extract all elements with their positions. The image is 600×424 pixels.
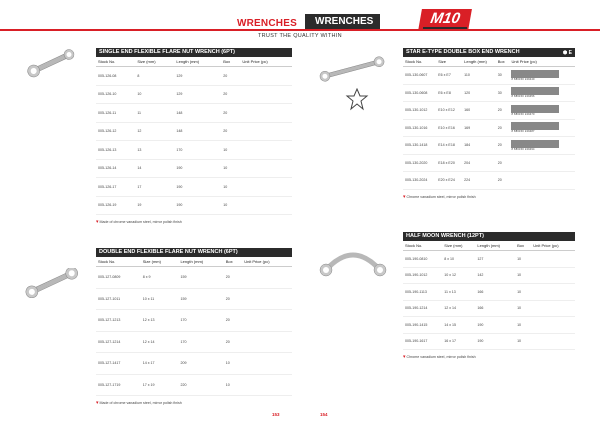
table-row bbox=[96, 288, 292, 310]
table-cell: 160 bbox=[462, 102, 496, 120]
star-profile-icon bbox=[345, 88, 369, 112]
table-cell: 005-126-10 bbox=[96, 85, 135, 104]
table-cell: 12 x 14 bbox=[442, 300, 475, 317]
table-cell: 10 bbox=[224, 353, 242, 375]
table-cell: 209 bbox=[178, 353, 223, 375]
table-cell: 142 bbox=[475, 267, 515, 284]
table-cell bbox=[240, 159, 292, 178]
table-cell: 190 bbox=[475, 317, 515, 334]
half-moon-wrench-image bbox=[318, 240, 388, 280]
table-cell bbox=[240, 85, 292, 104]
section-note: ▾ Chrome vanadium steel, mirror polish finish bbox=[403, 193, 476, 200]
table-cell bbox=[242, 353, 292, 375]
column-header: Unit Price (pc) bbox=[509, 57, 575, 67]
barcode bbox=[511, 122, 573, 133]
table-cell: 005-127-1417 bbox=[96, 353, 141, 375]
barcode-number: 8 886150 249449 bbox=[511, 77, 535, 81]
column-header: Stock No. bbox=[96, 257, 141, 267]
table-cell: 159 bbox=[178, 288, 223, 310]
table-cell bbox=[240, 141, 292, 160]
section-note: ▾ Made of chrome vanadium steel, mirror polish finish bbox=[96, 219, 182, 225]
table-cell: 14 x 17 bbox=[141, 353, 179, 375]
table-cell: 20 bbox=[221, 67, 240, 86]
table-cell: 110 bbox=[462, 67, 496, 85]
double-flare-section bbox=[96, 248, 292, 406]
table-cell: 10 bbox=[224, 374, 242, 396]
table-row bbox=[403, 172, 575, 190]
table-row bbox=[403, 251, 575, 268]
table-cell bbox=[509, 119, 575, 137]
table-cell: 224 bbox=[462, 172, 496, 190]
table-cell: 10 bbox=[515, 251, 531, 268]
table-row bbox=[96, 141, 292, 160]
table-cell: 16 x 17 bbox=[442, 333, 475, 350]
barcode-bars bbox=[511, 105, 559, 113]
table-cell: 10 x 12 bbox=[442, 267, 475, 284]
barcode-number: 8 886150 249470 bbox=[511, 112, 535, 116]
table-cell: 005-190-1113 bbox=[403, 284, 442, 301]
table-cell: 005-127-1214 bbox=[96, 331, 141, 353]
column-header: Size (mm) bbox=[442, 241, 475, 251]
table-cell: 10 bbox=[135, 85, 174, 104]
table-cell: 20 bbox=[221, 104, 240, 123]
table-cell bbox=[509, 154, 575, 172]
column-header: Box bbox=[515, 241, 531, 251]
column-header: Length (mm) bbox=[174, 57, 221, 67]
table-cell: 10 x 11 bbox=[141, 288, 179, 310]
table-row bbox=[96, 159, 292, 178]
table-cell: 14 x 15 bbox=[442, 317, 475, 334]
table-cell: E20 x E24 bbox=[436, 172, 462, 190]
table-cell: 129 bbox=[174, 85, 221, 104]
table-cell: 20 bbox=[496, 137, 510, 155]
table-cell bbox=[531, 251, 575, 268]
half-moon-section bbox=[403, 232, 575, 360]
table-row bbox=[96, 67, 292, 86]
table-cell: 12 bbox=[135, 122, 174, 141]
column-header: Box bbox=[224, 257, 242, 267]
table-row bbox=[96, 85, 292, 104]
table-cell: E18 x E20 bbox=[436, 154, 462, 172]
table-cell: 8 x 9 bbox=[141, 267, 179, 289]
table-cell: 005-130-1016 bbox=[403, 119, 436, 137]
table-row bbox=[403, 137, 575, 155]
table-cell: 166 bbox=[475, 284, 515, 301]
table-cell: 20 bbox=[496, 172, 510, 190]
table-cell bbox=[509, 172, 575, 190]
table-row bbox=[403, 67, 575, 85]
table-cell bbox=[242, 331, 292, 353]
table-cell: 005-130-2020 bbox=[403, 154, 436, 172]
column-header: Stock No. bbox=[96, 57, 135, 67]
table-cell: 220 bbox=[178, 374, 223, 396]
table-cell bbox=[531, 317, 575, 334]
table-cell: 005-126-11 bbox=[96, 104, 135, 123]
table-cell: 005-127-0809 bbox=[96, 267, 141, 289]
section-title: HALF MOON WRENCH (12PT) bbox=[403, 232, 575, 241]
table-cell bbox=[242, 310, 292, 332]
table-cell: 11 bbox=[135, 104, 174, 123]
barcode bbox=[511, 70, 573, 81]
table-cell: 127 bbox=[475, 251, 515, 268]
column-header: Stock No. bbox=[403, 241, 442, 251]
table-cell: 20 bbox=[224, 288, 242, 310]
table-cell: E10 x E12 bbox=[436, 102, 462, 120]
star-box-wrench-image bbox=[316, 56, 388, 82]
column-header: Box bbox=[496, 57, 510, 67]
table-cell: 005-126-13 bbox=[96, 141, 135, 160]
table-cell bbox=[242, 288, 292, 310]
table-cell: 190 bbox=[174, 178, 221, 197]
table-cell: 10 bbox=[515, 317, 531, 334]
left-page-title: WRENCHES bbox=[237, 18, 297, 29]
table-row bbox=[96, 178, 292, 197]
table-cell bbox=[242, 374, 292, 396]
barcode bbox=[511, 87, 573, 98]
table-cell: 20 bbox=[496, 154, 510, 172]
column-header: Size (mm) bbox=[141, 257, 179, 267]
table-cell: 005-126-14 bbox=[96, 159, 135, 178]
table-row bbox=[96, 196, 292, 215]
table-cell: 129 bbox=[174, 67, 221, 86]
table-cell: 005-126-19 bbox=[96, 196, 135, 215]
half-moon-table bbox=[403, 241, 575, 350]
table-cell bbox=[240, 122, 292, 141]
table-row bbox=[403, 84, 575, 102]
table-cell: 10 bbox=[221, 159, 240, 178]
table-cell: 148 bbox=[174, 104, 221, 123]
right-page-title: WRENCHES bbox=[305, 14, 380, 30]
column-header: Size (mm) bbox=[135, 57, 174, 67]
table-cell: 8 x 10 bbox=[442, 251, 475, 268]
table-cell: 170 bbox=[174, 141, 221, 160]
table-row bbox=[403, 333, 575, 350]
table-cell: E10 x E16 bbox=[436, 119, 462, 137]
table-cell: 005-126-12 bbox=[96, 122, 135, 141]
table-cell: 10 bbox=[221, 178, 240, 197]
table-cell: 170 bbox=[178, 310, 223, 332]
barcode-bars bbox=[511, 70, 559, 78]
table-cell: 17 bbox=[135, 178, 174, 197]
table-cell bbox=[509, 84, 575, 102]
table-cell: 120 bbox=[462, 84, 496, 102]
table-row bbox=[403, 300, 575, 317]
table-cell: 184 bbox=[462, 137, 496, 155]
table-cell: 166 bbox=[475, 300, 515, 317]
column-header: Stock No. bbox=[403, 57, 436, 67]
column-header: Size bbox=[436, 57, 462, 67]
table-cell: 005-127-1719 bbox=[96, 374, 141, 396]
table-cell: 30 bbox=[496, 67, 510, 85]
table-cell: E14 x E18 bbox=[436, 137, 462, 155]
table-cell: 005-190-1415 bbox=[403, 317, 442, 334]
table-cell: 159 bbox=[178, 267, 223, 289]
table-cell: 190 bbox=[475, 333, 515, 350]
table-cell: 005-126-17 bbox=[96, 178, 135, 197]
table-cell bbox=[531, 267, 575, 284]
table-cell: 17 x 19 bbox=[141, 374, 179, 396]
table-row bbox=[403, 267, 575, 284]
table-cell: 19 bbox=[135, 196, 174, 215]
table-cell: 005-130-1418 bbox=[403, 137, 436, 155]
table-row bbox=[96, 353, 292, 375]
table-cell: 005-190-0810 bbox=[403, 251, 442, 268]
barcode bbox=[511, 140, 573, 151]
column-header: Unit Price (pc) bbox=[240, 57, 292, 67]
table-cell bbox=[240, 104, 292, 123]
table-cell: 14 bbox=[135, 159, 174, 178]
table-cell: 005-126-08 bbox=[96, 67, 135, 86]
star-box-table bbox=[403, 57, 575, 190]
table-cell: 11 x 13 bbox=[442, 284, 475, 301]
table-cell: 005-130-2024 bbox=[403, 172, 436, 190]
table-cell bbox=[509, 102, 575, 120]
column-header: Unit Price (pc) bbox=[531, 241, 575, 251]
table-cell: 10 bbox=[515, 300, 531, 317]
table-cell: 005-130-0608 bbox=[403, 84, 436, 102]
table-cell: 190 bbox=[174, 196, 221, 215]
barcode-number: 8 886150 249456 bbox=[511, 95, 535, 99]
table-cell: 005-130-1012 bbox=[403, 102, 436, 120]
column-header: Length (mm) bbox=[462, 57, 496, 67]
table-cell: 005-190-1214 bbox=[403, 300, 442, 317]
table-row bbox=[403, 102, 575, 120]
section-note: ▾ Chrome vanadium steel, mirror polish finish bbox=[403, 354, 476, 360]
section-title: STAR E-TYPE DOUBLE BOX END WRENCH ⬢ E bbox=[403, 48, 575, 57]
table-cell: 20 bbox=[221, 85, 240, 104]
barcode-bars bbox=[511, 140, 559, 148]
table-cell: 10 bbox=[221, 196, 240, 215]
table-cell: 30 bbox=[496, 84, 510, 102]
table-cell: 20 bbox=[496, 102, 510, 120]
table-row bbox=[96, 122, 292, 141]
table-cell: 190 bbox=[174, 159, 221, 178]
table-cell: 13 bbox=[135, 141, 174, 160]
table-cell: 10 bbox=[515, 333, 531, 350]
table-cell: 12 x 14 bbox=[141, 331, 179, 353]
table-cell: 20 bbox=[224, 267, 242, 289]
table-cell bbox=[509, 67, 575, 85]
section-title: SINGLE END FLEXIBLE FLARE NUT WRENCH (6PT) bbox=[96, 48, 292, 57]
tagline: TRUST THE QUALITY WITHIN bbox=[258, 33, 342, 39]
table-cell bbox=[509, 137, 575, 155]
table-cell: 10 bbox=[221, 141, 240, 160]
table-cell bbox=[531, 333, 575, 350]
single-flare-section bbox=[96, 48, 292, 225]
table-cell: E6 x E8 bbox=[436, 84, 462, 102]
table-row bbox=[96, 104, 292, 123]
table-row bbox=[96, 310, 292, 332]
column-header: Unit Price (pc) bbox=[242, 257, 292, 267]
table-row bbox=[96, 331, 292, 353]
table-cell: 148 bbox=[174, 122, 221, 141]
table-cell: 170 bbox=[178, 331, 223, 353]
table-cell: 005-190-1012 bbox=[403, 267, 442, 284]
page-number-left: 153 bbox=[272, 412, 280, 417]
table-cell: 20 bbox=[221, 122, 240, 141]
barcode-number: 8 886150 249494 bbox=[511, 147, 535, 151]
section-title: DOUBLE END FLEXIBLE FLARE NUT WRENCH (6PT) bbox=[96, 248, 292, 257]
header-divider-left bbox=[0, 29, 300, 31]
double-flare-table bbox=[96, 257, 292, 396]
star-badge-icon: ⬢ E bbox=[562, 50, 572, 56]
table-cell bbox=[240, 178, 292, 197]
column-header: Box bbox=[221, 57, 240, 67]
table-cell: 204 bbox=[462, 154, 496, 172]
brand-logo: M10 bbox=[418, 9, 472, 31]
table-cell: 169 bbox=[462, 119, 496, 137]
table-cell bbox=[240, 196, 292, 215]
flare-nut-wrench-image bbox=[22, 48, 82, 78]
column-header: Length (mm) bbox=[475, 241, 515, 251]
barcode bbox=[511, 105, 573, 116]
table-row bbox=[96, 267, 292, 289]
table-cell: 8 bbox=[135, 67, 174, 86]
table-cell: 005-130-0607 bbox=[403, 67, 436, 85]
table-cell: 20 bbox=[224, 331, 242, 353]
table-row bbox=[403, 317, 575, 334]
table-cell bbox=[531, 300, 575, 317]
table-row bbox=[96, 374, 292, 396]
table-cell: 12 x 13 bbox=[141, 310, 179, 332]
table-cell: 005-190-1617 bbox=[403, 333, 442, 350]
column-header: Length (mm) bbox=[178, 257, 223, 267]
table-cell bbox=[242, 267, 292, 289]
section-note: ▾ Made of chrome vanadium steel, mirror polish finish bbox=[96, 400, 182, 406]
page-number-right: 154 bbox=[320, 412, 328, 417]
table-cell bbox=[531, 284, 575, 301]
table-cell: 20 bbox=[496, 119, 510, 137]
double-flare-wrench-image bbox=[22, 268, 82, 298]
table-row bbox=[403, 119, 575, 137]
table-cell bbox=[240, 67, 292, 86]
table-row bbox=[403, 284, 575, 301]
table-row bbox=[403, 154, 575, 172]
table-cell: 10 bbox=[515, 267, 531, 284]
barcode-number: 8 886150 249487 bbox=[511, 130, 535, 134]
header-divider-right bbox=[300, 29, 600, 31]
table-cell: 20 bbox=[224, 310, 242, 332]
single-flare-table bbox=[96, 57, 292, 215]
table-cell: E6 x E7 bbox=[436, 67, 462, 85]
star-box-section bbox=[403, 48, 575, 200]
table-cell: 10 bbox=[515, 284, 531, 301]
table-cell: 005-127-1011 bbox=[96, 288, 141, 310]
table-cell: 005-127-1213 bbox=[96, 310, 141, 332]
